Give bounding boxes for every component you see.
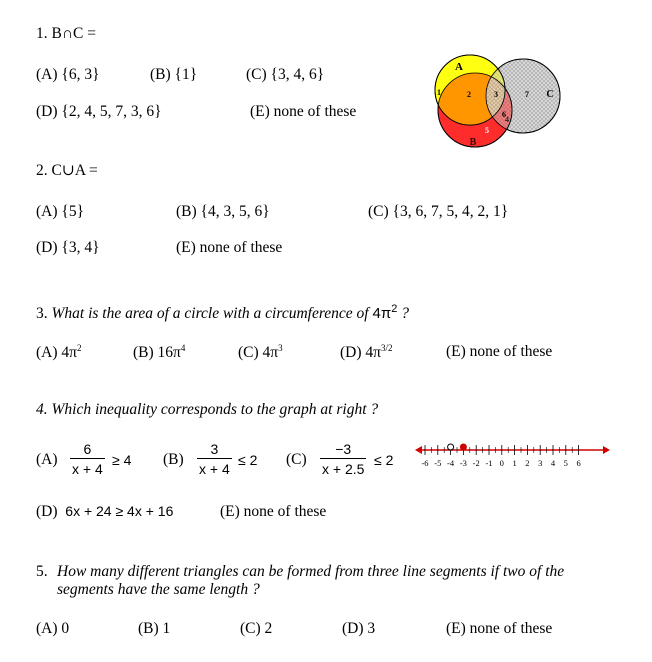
number-line-tick-label: 4 <box>550 458 556 468</box>
number-line-tick-label: 0 <box>499 458 504 468</box>
number-line-tick-label: -6 <box>421 458 429 468</box>
venn-region-5: 5 <box>485 126 489 135</box>
q2-option-e[interactable]: (E) none of these <box>176 239 283 256</box>
q5-option-e[interactable]: (E) none of these <box>446 620 553 637</box>
q4-option-a-fraction <box>70 442 105 476</box>
venn-diagram <box>425 50 575 160</box>
q5-option-b[interactable]: (B) 1 <box>138 620 171 637</box>
q4-option-e[interactable]: (E) none of these <box>220 503 327 520</box>
venn-region-3: 3 <box>494 90 498 99</box>
q3-qmark: ? <box>401 305 409 322</box>
q4-prompt: 4. Which inequality corresponds to the graph at right ? <box>36 401 379 418</box>
q1-option-e[interactable]: (E) none of these <box>250 103 357 120</box>
number-line-tick-label: 6 <box>576 458 581 468</box>
venn-region-2: 2 <box>467 90 471 99</box>
q2-option-b[interactable]: (B) {4, 3, 5, 6} <box>176 203 270 220</box>
q1-option-b[interactable]: (B) {1} <box>150 66 198 83</box>
venn-region-1: 1 <box>437 88 441 97</box>
venn-region-7: 7 <box>525 90 529 99</box>
number-line-tick-label: -5 <box>434 458 442 468</box>
q2-option-c[interactable]: (C) {3, 6, 7, 5, 4, 2, 1} <box>368 203 509 220</box>
q3-option-a[interactable]: (A) $4\pi^2$ <box>36 343 82 361</box>
q3-prompt <box>36 304 409 322</box>
number-line-tick-label: -1 <box>485 458 493 468</box>
number-line-right-arrow <box>603 446 610 454</box>
number-line-tick-label: 2 <box>525 458 530 468</box>
q5-prompt-line2: segments have the same length ? <box>57 581 260 598</box>
number-line-tick-label: -3 <box>459 458 467 468</box>
q1-option-c[interactable]: (C) {3, 4, 6} <box>246 66 325 83</box>
number-line-tick-label: -2 <box>472 458 480 468</box>
q3-number: 3. <box>36 305 48 322</box>
q3-text: What is the area of a circle with a circumference of <box>51 305 369 322</box>
number-line-left-arrow <box>415 446 422 454</box>
q4-option-a-label[interactable]: (A) <box>36 451 58 468</box>
number-line-tick-label: 5 <box>563 458 568 468</box>
q2-option-a[interactable]: (A) {5} <box>36 203 85 220</box>
q4-option-c-fraction <box>320 442 366 476</box>
q4-option-b-relation: ≤ 2 <box>238 452 258 468</box>
q5-option-c[interactable]: (C) 2 <box>240 620 273 637</box>
q2-option-d[interactable]: (D) {3, 4} <box>36 239 100 256</box>
q4-option-a-relation: ≥ 4 <box>112 452 132 468</box>
q5-prompt-line1: How many different triangles can be formed from three line segments if two of the <box>57 563 565 580</box>
q4-option-c-relation: ≤ 2 <box>374 452 394 468</box>
q4-option-b-numerator: 3 <box>197 442 232 459</box>
q2-prompt: 2. C∪A = <box>36 162 98 179</box>
q4-option-b-denominator: x + 4 <box>199 461 230 477</box>
number-line-closed-point <box>460 444 466 450</box>
q3-option-e[interactable]: (E) none of these <box>446 343 553 360</box>
q4-option-c-denominator: x + 2.5 <box>322 461 365 477</box>
venn-region-6: 6 <box>502 110 506 119</box>
q4-option-c-numerator: −3 <box>320 442 366 459</box>
venn-label-b: B <box>469 137 477 148</box>
number-line <box>415 440 610 476</box>
q4-option-a-denominator: x + 4 <box>72 461 103 477</box>
q4-option-b-label[interactable]: (B) <box>163 451 184 468</box>
venn-label-c: C <box>546 89 554 100</box>
q4-option-d[interactable]: (D) 6x + 24 ≥ 4x + 16 <box>36 503 174 520</box>
venn-region-4: 4 <box>505 115 509 124</box>
q4-option-b-fraction <box>197 442 232 476</box>
number-line-tick-label: 3 <box>538 458 543 468</box>
q5-option-a[interactable]: (A) 0 <box>36 620 70 637</box>
q1-prompt: 1. B∩C = <box>36 25 96 42</box>
q3-expression: $4\pi^2$ <box>372 303 398 322</box>
q3-option-c[interactable]: (C) $4\pi^3$ <box>238 343 283 361</box>
number-line-tick-label: 1 <box>512 458 517 468</box>
q5-number: 5. <box>36 563 48 580</box>
number-line-tick-label: -4 <box>447 458 455 468</box>
q1-option-a[interactable]: (A) {6, 3} <box>36 66 100 83</box>
venn-label-a: A <box>455 61 463 73</box>
q4-option-d-expression: 6x + 24 ≥ 4x + 16 <box>65 503 174 519</box>
q3-option-b[interactable]: (B) $16\pi^4$ <box>133 343 186 361</box>
q4-option-c-label[interactable]: (C) <box>286 451 307 468</box>
q1-option-d[interactable]: (D) {2, 4, 5, 7, 3, 6} <box>36 103 162 120</box>
q5-option-d[interactable]: (D) 3 <box>342 620 376 637</box>
q3-option-d[interactable]: (D) $4\pi^{3/2}$ <box>340 343 393 361</box>
q4-option-a-numerator: 6 <box>70 442 105 459</box>
number-line-open-point <box>448 444 454 450</box>
